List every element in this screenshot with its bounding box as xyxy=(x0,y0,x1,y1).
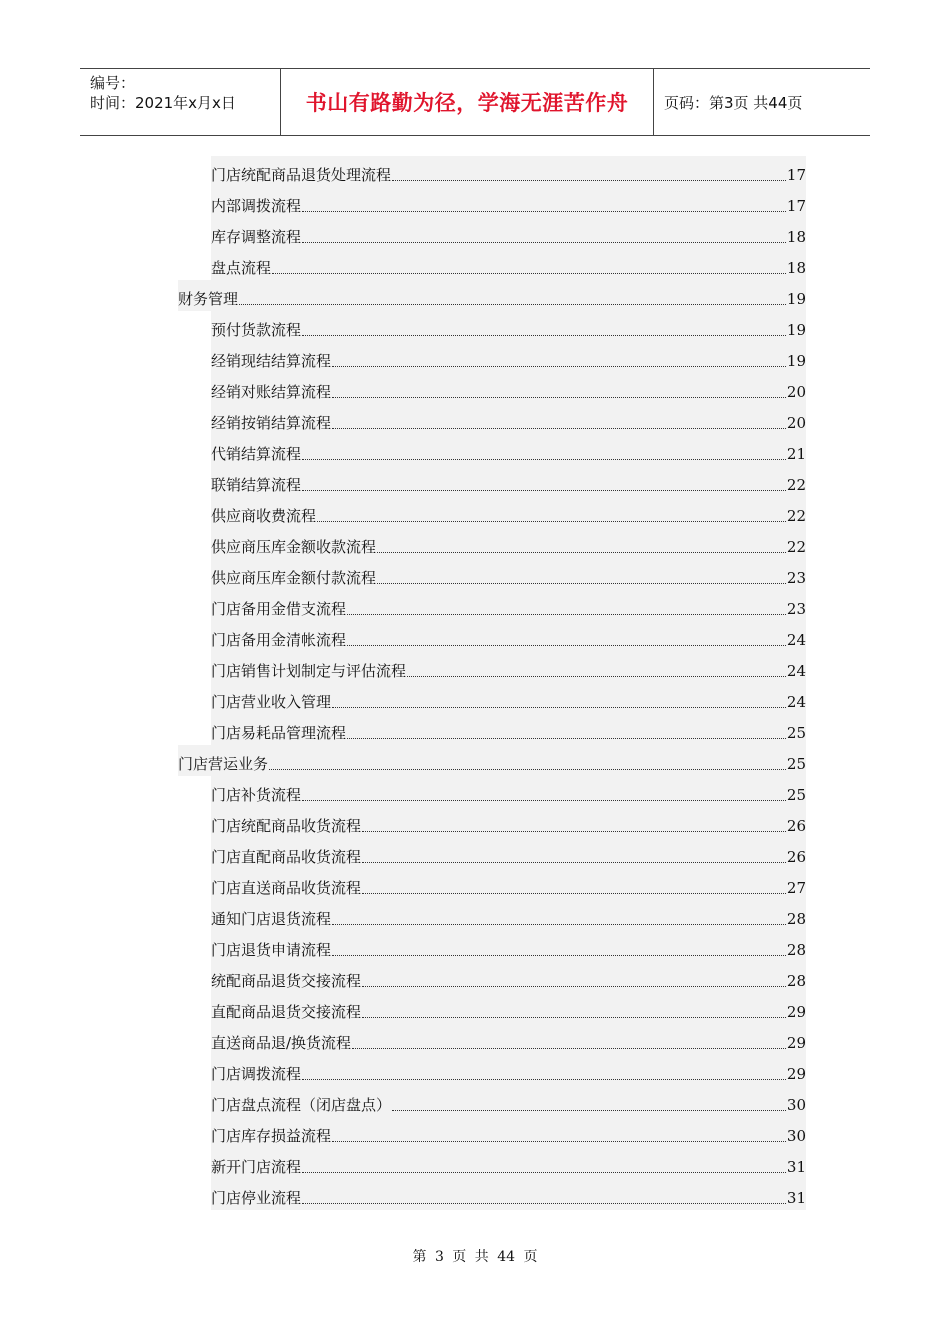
toc-entry-title: 门店统配商品退货处理流程 xyxy=(211,166,392,184)
toc-dot-leader xyxy=(352,1048,786,1049)
toc-entry-title: 门店停业流程 xyxy=(211,1189,302,1207)
toc-entry-title: 财务管理 xyxy=(178,290,239,308)
toc-entry-page-number: 29 xyxy=(786,1003,806,1021)
toc-entry[interactable] xyxy=(211,869,806,900)
toc-entry-title: 联销结算流程 xyxy=(211,476,302,494)
toc-entry-title: 统配商品退货交接流程 xyxy=(211,972,362,990)
toc-entry-page-number: 28 xyxy=(786,972,806,990)
toc-dot-leader xyxy=(332,924,786,925)
document-number-label: 编号： xyxy=(90,74,136,92)
toc-dot-leader xyxy=(362,862,786,863)
toc-entry[interactable] xyxy=(211,962,806,993)
toc-entry-title: 门店统配商品收货流程 xyxy=(211,817,362,835)
toc-entry-title: 门店直配商品收货流程 xyxy=(211,848,362,866)
toc-entry-title: 供应商压库金额收款流程 xyxy=(211,538,377,556)
toc-entry[interactable] xyxy=(211,776,806,807)
toc-dot-leader xyxy=(302,800,786,801)
toc-entry[interactable] xyxy=(211,404,806,435)
toc-entry-page-number: 30 xyxy=(786,1127,806,1145)
toc-dot-leader xyxy=(239,304,786,305)
toc-entry-title: 门店盘点流程（闭店盘点） xyxy=(211,1096,392,1114)
toc-dot-leader xyxy=(302,242,786,243)
toc-entry-page-number: 24 xyxy=(786,693,806,711)
toc-entry[interactable] xyxy=(211,993,806,1024)
toc-dot-leader xyxy=(302,211,786,212)
toc-entry[interactable] xyxy=(211,621,806,652)
toc-entry[interactable] xyxy=(211,807,806,838)
toc-entry[interactable] xyxy=(211,683,806,714)
header-page-info: 页码：第3页 共44页 xyxy=(664,93,803,112)
toc-entry-page-number: 26 xyxy=(786,817,806,835)
toc-entry[interactable] xyxy=(211,900,806,931)
toc-entry-page-number: 18 xyxy=(786,228,806,246)
toc-entry-title: 门店直送商品收货流程 xyxy=(211,879,362,897)
toc-dot-leader xyxy=(302,1172,786,1173)
toc-entry-page-number: 29 xyxy=(786,1034,806,1052)
toc-entry-page-number: 23 xyxy=(786,600,806,618)
toc-entry[interactable] xyxy=(211,1024,806,1055)
toc-entry-page-number: 31 xyxy=(786,1189,806,1207)
toc-entry-page-number: 28 xyxy=(786,910,806,928)
toc-entry[interactable] xyxy=(211,714,806,745)
toc-dot-leader xyxy=(332,428,786,429)
toc-dot-leader xyxy=(302,1079,786,1080)
toc-dot-leader xyxy=(377,552,786,553)
toc-entry[interactable] xyxy=(211,590,806,621)
toc-dot-leader xyxy=(269,769,786,770)
toc-entry[interactable] xyxy=(211,218,806,249)
toc-entry-page-number: 23 xyxy=(786,569,806,587)
toc-entry-page-number: 20 xyxy=(786,414,806,432)
toc-entry-page-number: 25 xyxy=(786,755,806,773)
toc-entry-title: 门店易耗品管理流程 xyxy=(211,724,347,742)
toc-entry[interactable] xyxy=(211,373,806,404)
toc-entry-title: 门店营业收入管理 xyxy=(211,693,332,711)
toc-entry-title: 预付货款流程 xyxy=(211,321,302,339)
toc-entry-title: 新开门店流程 xyxy=(211,1158,302,1176)
toc-entry-title: 供应商压库金额付款流程 xyxy=(211,569,377,587)
header-meta xyxy=(80,69,281,135)
toc-dot-leader xyxy=(407,676,786,677)
toc-entry-title: 盘点流程 xyxy=(211,259,272,277)
toc-entry-title: 经销对账结算流程 xyxy=(211,383,332,401)
toc-dot-leader xyxy=(332,955,786,956)
toc-entry-title: 门店备用金清帐流程 xyxy=(211,631,347,649)
toc-entry-page-number: 22 xyxy=(786,507,806,525)
toc-entry-page-number: 24 xyxy=(786,631,806,649)
toc-dot-leader xyxy=(362,1017,786,1018)
toc-entry-page-number: 19 xyxy=(786,321,806,339)
toc-entry-page-number: 30 xyxy=(786,1096,806,1114)
toc-dot-leader xyxy=(362,831,786,832)
toc-entry-page-number: 25 xyxy=(786,786,806,804)
toc-entry-page-number: 27 xyxy=(786,879,806,897)
toc-entry[interactable] xyxy=(211,1117,806,1148)
toc-section-entry[interactable] xyxy=(178,280,806,311)
toc-entry-title: 供应商收费流程 xyxy=(211,507,317,525)
toc-entry-title: 经销按销结算流程 xyxy=(211,414,332,432)
toc-entry[interactable] xyxy=(211,156,806,187)
page-footer: 第 3 页 共 44 页 xyxy=(412,1249,538,1265)
toc-section-entry[interactable] xyxy=(178,745,806,776)
toc-dot-leader xyxy=(332,397,786,398)
toc-entry[interactable] xyxy=(211,559,806,590)
toc-entry-page-number: 22 xyxy=(786,538,806,556)
toc-entry-title: 门店退货申请流程 xyxy=(211,941,332,959)
toc-dot-leader xyxy=(332,707,786,708)
toc-dot-leader xyxy=(347,614,786,615)
toc-entry-page-number: 19 xyxy=(786,352,806,370)
toc-entry[interactable] xyxy=(211,187,806,218)
toc-entry-title: 门店库存损益流程 xyxy=(211,1127,332,1145)
toc-entry[interactable] xyxy=(211,311,806,342)
document-time-label: 时间：2021年x月x日 xyxy=(90,94,236,112)
toc-entry-page-number: 21 xyxy=(786,445,806,463)
toc-entry[interactable] xyxy=(211,466,806,497)
toc-entry[interactable] xyxy=(211,249,806,280)
header-motto: 书山有路勤为径，学海无涯苦作舟 xyxy=(281,69,654,135)
toc-entry-page-number: 25 xyxy=(786,724,806,742)
toc-entry[interactable] xyxy=(211,838,806,869)
toc-entry-page-number: 31 xyxy=(786,1158,806,1176)
toc-entry-title: 门店调拨流程 xyxy=(211,1065,302,1083)
toc-entry-page-number: 22 xyxy=(786,476,806,494)
toc-dot-leader xyxy=(362,986,786,987)
toc-dot-leader xyxy=(302,1203,786,1204)
toc-entry-title: 直配商品退货交接流程 xyxy=(211,1003,362,1021)
toc-entry[interactable] xyxy=(211,652,806,683)
toc-dot-leader xyxy=(332,1141,786,1142)
toc-entry-page-number: 17 xyxy=(786,197,806,215)
toc-entry-title: 门店营运业务 xyxy=(178,755,269,773)
toc-entry[interactable] xyxy=(211,1086,806,1117)
toc-entry-title: 内部调拨流程 xyxy=(211,197,302,215)
toc-entry-page-number: 24 xyxy=(786,662,806,680)
toc-dot-leader xyxy=(317,521,786,522)
toc-entry-title: 直送商品退/换货流程 xyxy=(211,1034,352,1052)
toc-entry-title: 库存调整流程 xyxy=(211,228,302,246)
toc-entry-title: 门店销售计划制定与评估流程 xyxy=(211,662,407,680)
toc-dot-leader xyxy=(392,180,786,181)
toc-entry-title: 经销现结结算流程 xyxy=(211,352,332,370)
toc-dot-leader xyxy=(362,893,786,894)
toc-dot-leader xyxy=(347,738,786,739)
toc-entry[interactable] xyxy=(211,931,806,962)
toc-entry-page-number: 17 xyxy=(786,166,806,184)
table-of-contents xyxy=(178,156,806,1210)
toc-dot-leader xyxy=(302,335,786,336)
toc-entry[interactable] xyxy=(211,1055,806,1086)
toc-entry-title: 门店补货流程 xyxy=(211,786,302,804)
toc-dot-leader xyxy=(377,583,786,584)
toc-entry-title: 门店备用金借支流程 xyxy=(211,600,347,618)
toc-dot-leader xyxy=(392,1110,786,1111)
toc-entry[interactable] xyxy=(211,435,806,466)
toc-dot-leader xyxy=(302,459,786,460)
toc-entry-page-number: 26 xyxy=(786,848,806,866)
toc-entry-page-number: 18 xyxy=(786,259,806,277)
toc-entry[interactable] xyxy=(211,497,806,528)
toc-entry[interactable] xyxy=(211,1179,806,1210)
toc-entry-page-number: 20 xyxy=(786,383,806,401)
toc-entry-page-number: 19 xyxy=(786,290,806,308)
toc-dot-leader xyxy=(347,645,786,646)
toc-dot-leader xyxy=(272,273,786,274)
toc-entry[interactable] xyxy=(211,342,806,373)
toc-entry[interactable] xyxy=(211,528,806,559)
toc-dot-leader xyxy=(332,366,786,367)
toc-dot-leader xyxy=(302,490,786,491)
page-header xyxy=(80,68,870,136)
toc-entry-title: 代销结算流程 xyxy=(211,445,302,463)
toc-entry-title: 通知门店退货流程 xyxy=(211,910,332,928)
toc-entry-page-number: 28 xyxy=(786,941,806,959)
toc-entry-page-number: 29 xyxy=(786,1065,806,1083)
toc-entry[interactable] xyxy=(211,1148,806,1179)
